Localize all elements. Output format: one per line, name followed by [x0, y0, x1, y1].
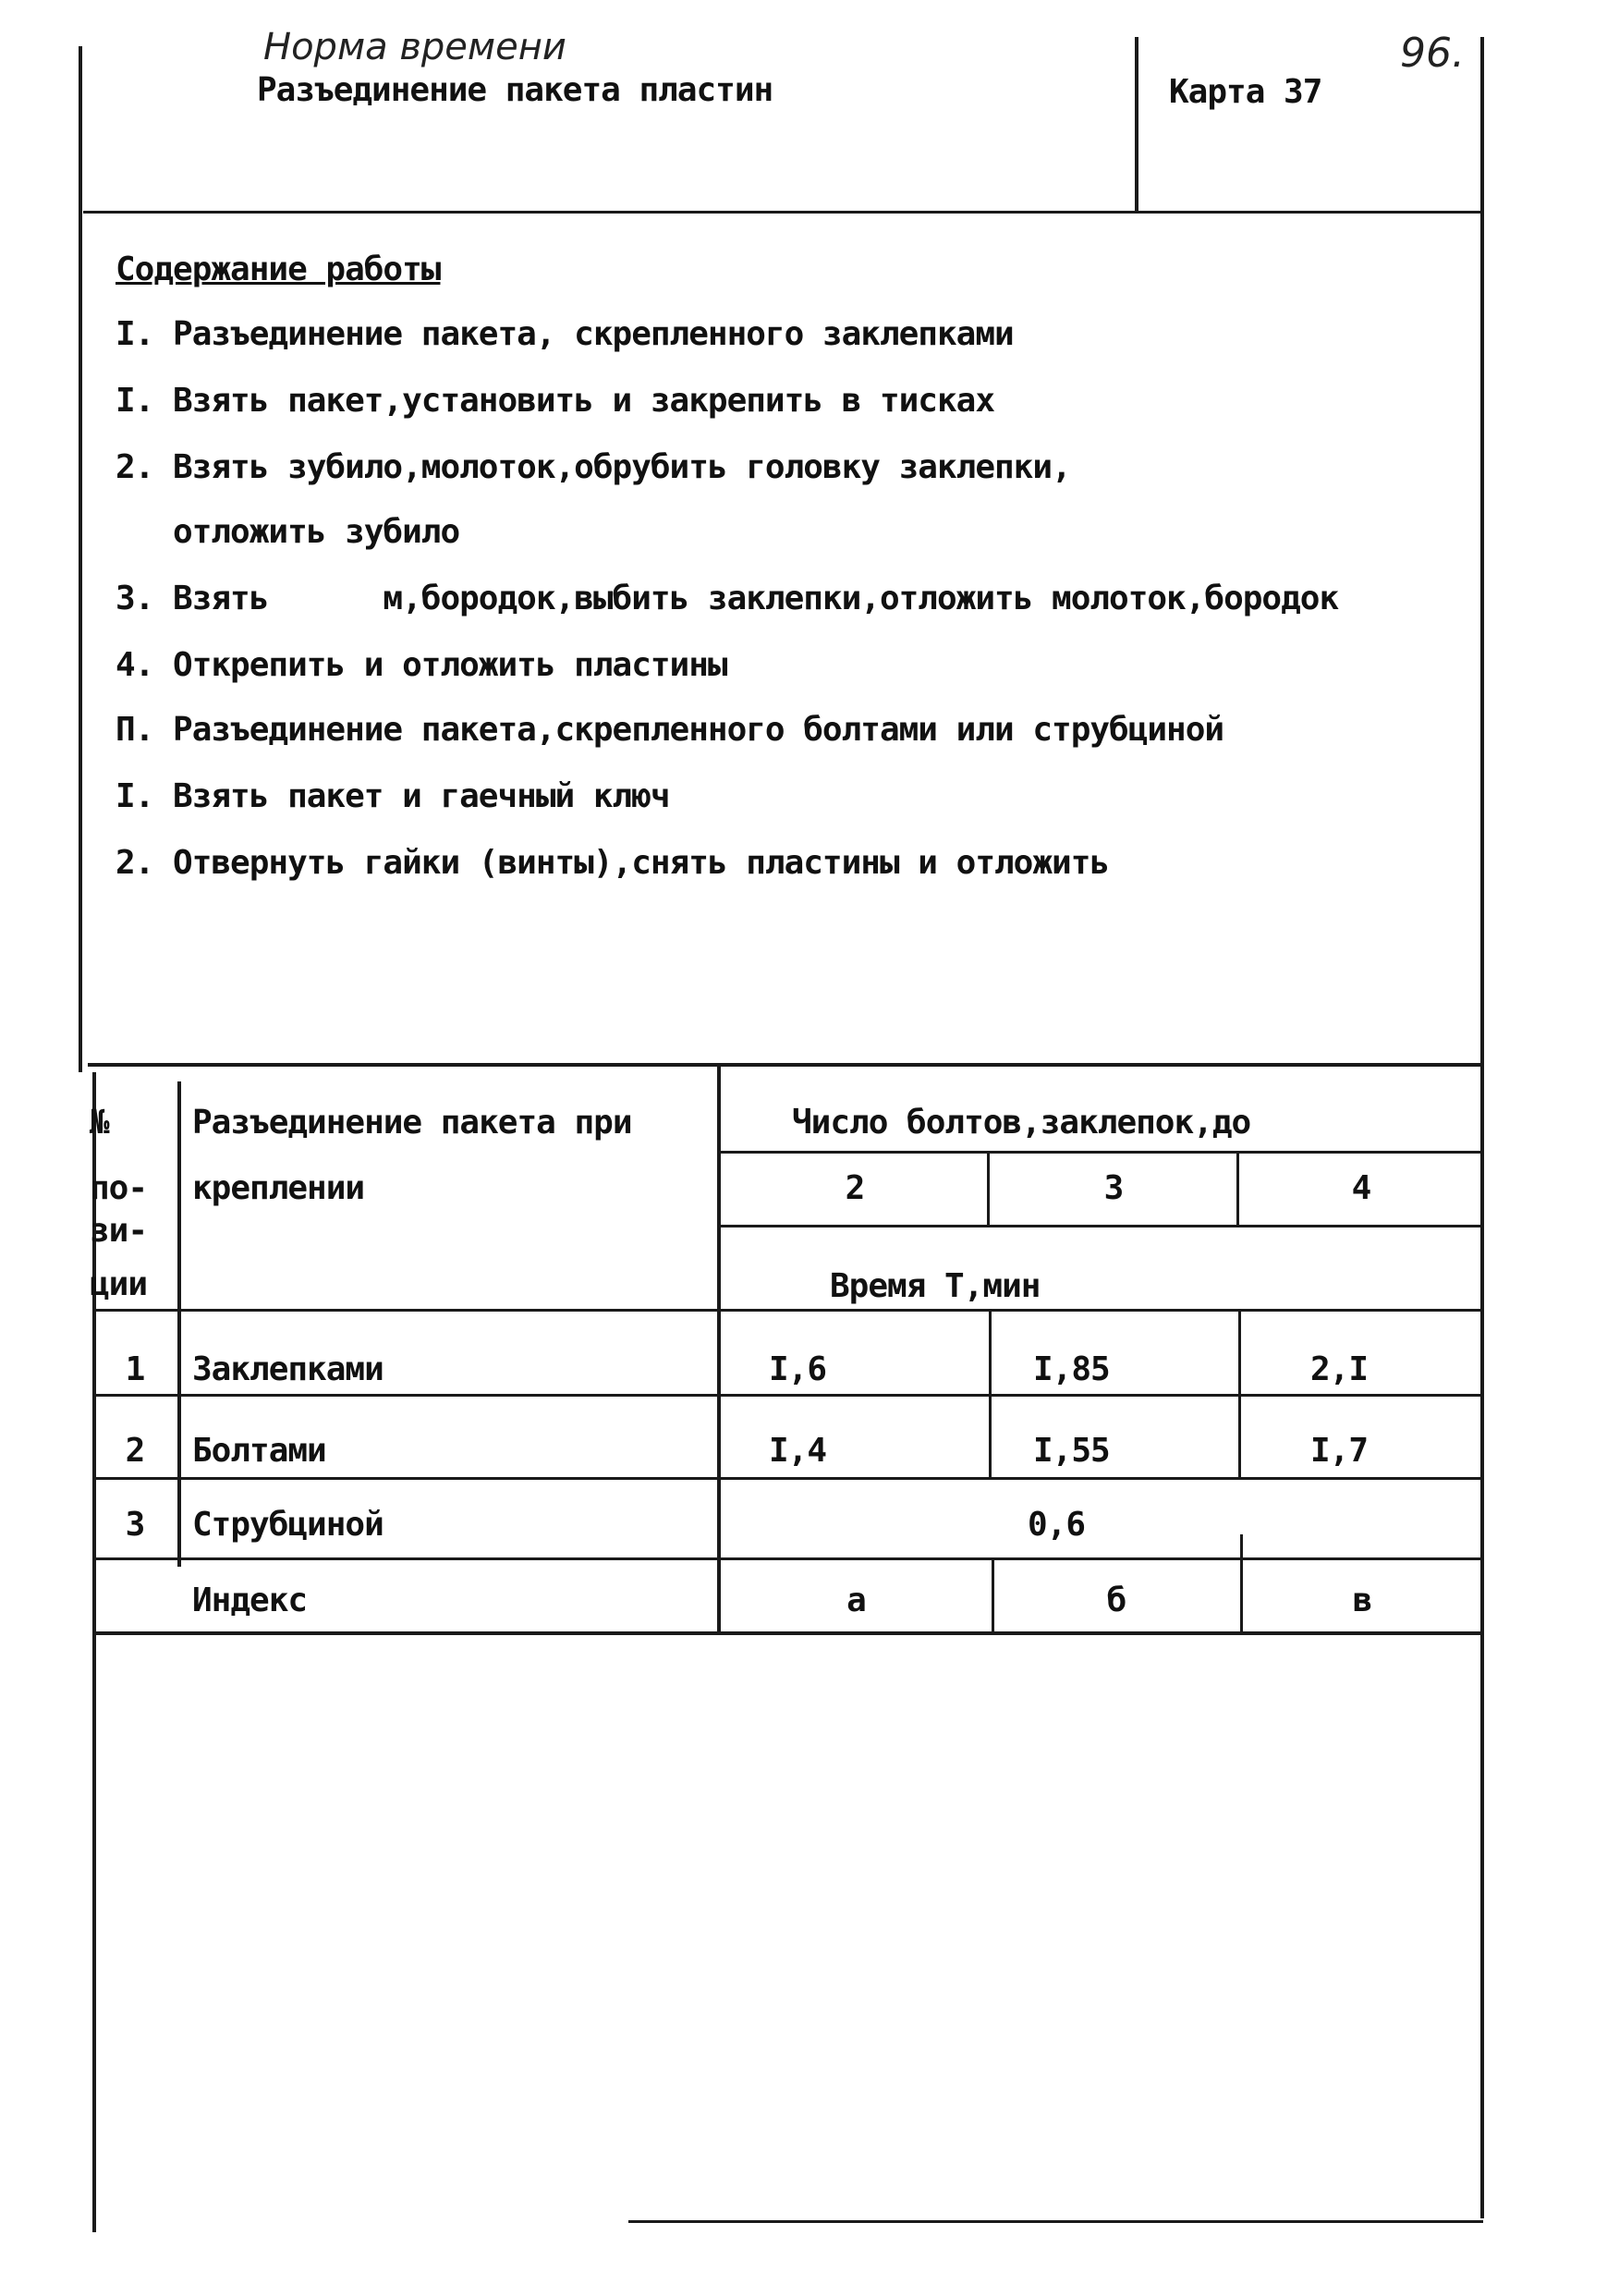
row-value: I,55	[1033, 1432, 1110, 1470]
column-header: 4	[1351, 1169, 1371, 1207]
description-header: Разъединение пакета при	[192, 1104, 632, 1142]
content-line: П. Разъединение пакета,скрепленного болтами или струбциной	[116, 711, 1224, 749]
table-bottom-border	[92, 1631, 1483, 1635]
content-line: I. Взять пакет и гаечный ключ	[116, 777, 670, 815]
table-col-desc-right	[717, 1063, 721, 1631]
frame-bottom	[628, 2220, 1483, 2223]
index-value: а	[846, 1582, 866, 1619]
description-header: креплении	[192, 1169, 365, 1207]
row-value: I,4	[769, 1432, 827, 1470]
index-label: Индекс	[192, 1582, 308, 1619]
row-number: 2	[125, 1432, 145, 1470]
row-number: 3	[125, 1506, 145, 1544]
table-col-a-right-upper	[989, 1311, 992, 1479]
row-value: 2,I	[1310, 1350, 1369, 1388]
table-top-border	[88, 1063, 1483, 1067]
content-heading: Содержание работы	[116, 250, 441, 288]
content-line: 2. Отвернуть гайки (винты),снять пластины и отложить	[116, 844, 1110, 882]
frame-left-upper	[79, 46, 82, 1072]
row-value: I,85	[1033, 1350, 1110, 1388]
row-description: Струбциной	[192, 1506, 383, 1544]
page-number: 96.	[1400, 30, 1465, 77]
column-header: 2	[845, 1169, 865, 1207]
row-description: Болтами	[192, 1432, 326, 1470]
document-title: Разъединение пакета пластин	[257, 71, 773, 109]
index-value: б	[1106, 1582, 1126, 1619]
table-header-bottom	[92, 1309, 1483, 1312]
index-value: в	[1352, 1582, 1372, 1619]
row-merged-value: 0,6	[1028, 1506, 1086, 1544]
table-row1-bottom	[92, 1394, 1483, 1397]
position-number-header: зи-	[90, 1212, 148, 1250]
table-group-header-line	[719, 1151, 1483, 1154]
table-col-b-right-upper	[1238, 1311, 1241, 1479]
position-number-header: №	[90, 1104, 109, 1142]
position-number-header: ции	[90, 1265, 148, 1303]
table-row3-bottom	[92, 1557, 1483, 1560]
table-columns-bottom	[719, 1225, 1483, 1227]
row-number: 1	[125, 1350, 145, 1388]
content-line: отложить зубило	[116, 513, 460, 551]
frame-right	[1480, 37, 1484, 2218]
header-divider-vertical	[1135, 37, 1138, 213]
column-header: 3	[1103, 1169, 1124, 1207]
row-value: I,6	[769, 1350, 827, 1388]
table-col-num-right	[177, 1081, 181, 1567]
row-value: I,7	[1310, 1432, 1369, 1470]
card-number: Карта 37	[1169, 73, 1322, 111]
content-line: 3. Взять м,бородок,выбить заклепки,отложить молоток,бородок	[116, 580, 1339, 617]
handwritten-title: Норма времени	[263, 26, 566, 68]
time-header: Время Т,мин	[830, 1267, 1041, 1305]
row-description: Заклепками	[192, 1350, 383, 1388]
content-line: I. Разъединение пакета, скрепленного заклепками	[116, 315, 1014, 353]
group-header: Число болтов,заклепок,до	[792, 1104, 1251, 1142]
table-row2-bottom	[92, 1477, 1483, 1480]
content-line: 4. Открепить и отложить пластины	[116, 646, 727, 684]
position-number-header: по-	[90, 1169, 148, 1207]
content-line: I. Взять пакет,установить и закрепить в тисках	[116, 382, 994, 420]
content-line: 2. Взять зубило,молоток,обрубить головку заклепки,	[116, 448, 1071, 486]
header-divider-horizontal	[83, 211, 1482, 214]
